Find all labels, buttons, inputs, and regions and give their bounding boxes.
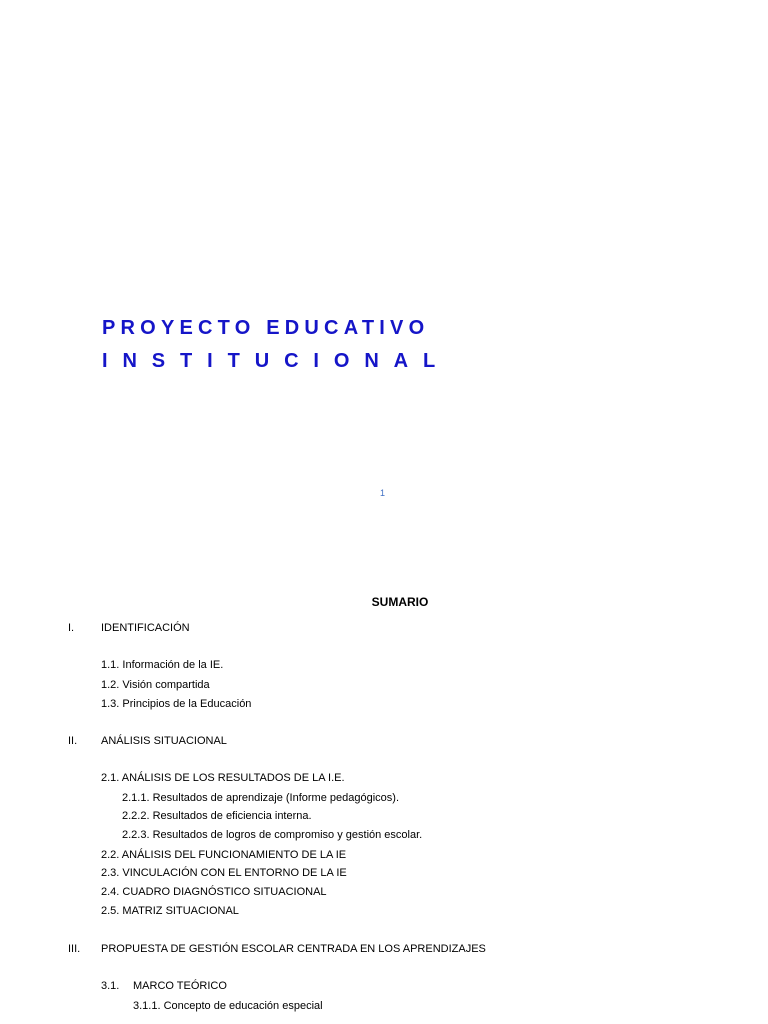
toc-item-1-2: 1.2. Visión compartida xyxy=(101,679,210,691)
toc-item-3-1-title: MARCO TEÓRICO xyxy=(133,980,227,992)
toc-item-2-3: 2.3. VINCULACIÓN CON EL ENTORNO DE LA IE xyxy=(101,867,347,879)
toc-item-2-1: 2.1. ANÁLISIS DE LOS RESULTADOS DE LA I.E. xyxy=(101,772,345,784)
toc-subitem-2-2-3: 2.2.3. Resultados de logros de compromiso y gestión escolar. xyxy=(122,829,423,841)
toc-item-2-2: 2.2. ANÁLISIS DEL FUNCIONAMIENTO DE LA IE xyxy=(101,849,347,861)
section-numeral-3: III. xyxy=(68,943,81,955)
section-title-propuesta-gestion: PROPUESTA DE GESTIÓN ESCOLAR CENTRADA EN LOS APRENDIZAJES xyxy=(101,943,486,955)
document-title-line-2: INSTITUCIONAL xyxy=(102,350,451,372)
toc-subitem-2-2-2: 2.2.2. Resultados de eficiencia interna. xyxy=(122,810,312,822)
section-numeral-2: II. xyxy=(68,735,78,747)
toc-item-3-1-number: 3.1. xyxy=(101,980,120,992)
section-title-identificacion: IDENTIFICACIÓN xyxy=(101,622,190,634)
section-numeral-1: I. xyxy=(68,622,75,634)
toc-item-1-1: 1.1. Información de la IE. xyxy=(101,659,224,671)
page-number: 1 xyxy=(380,488,386,498)
toc-item-2-5: 2.5. MATRIZ SITUACIONAL xyxy=(101,905,239,917)
section-title-analisis-situacional: ANÁLISIS SITUACIONAL xyxy=(101,735,227,747)
toc-item-1-3: 1.3. Principios de la Educación xyxy=(101,698,252,710)
toc-item-2-4: 2.4. CUADRO DIAGNÓSTICO SITUACIONAL xyxy=(101,886,327,898)
toc-subitem-3-1-1: 3.1.1. Concepto de educación especial xyxy=(133,1000,323,1012)
toc-subitem-2-1-1: 2.1.1. Resultados de aprendizaje (Informe pedagógicos). xyxy=(122,792,400,804)
document-title-line-1: PROYECTO EDUCATIVO xyxy=(102,317,430,339)
sumario-heading: SUMARIO xyxy=(371,595,429,609)
